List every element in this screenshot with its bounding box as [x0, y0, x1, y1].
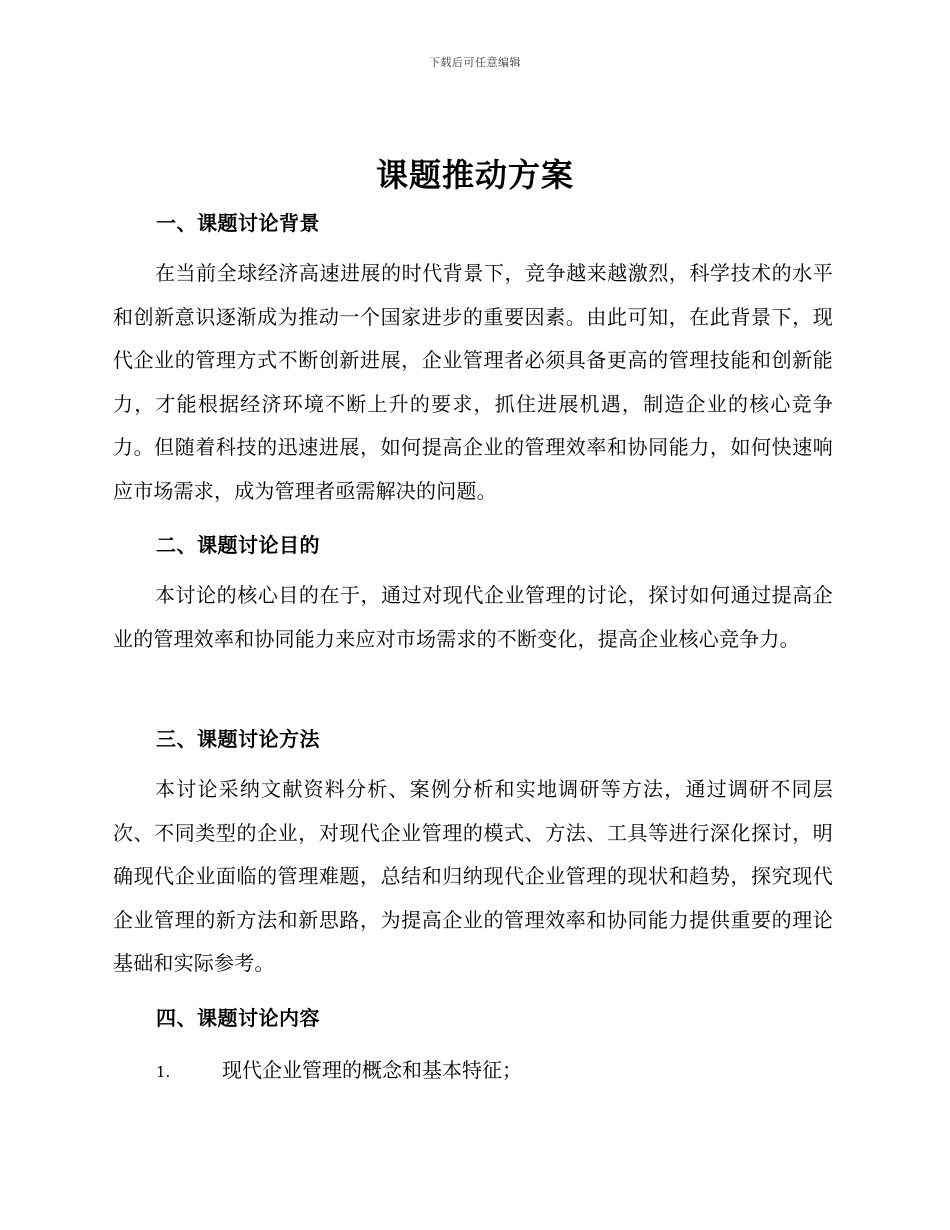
section-heading-purpose: 二、课题讨论目的	[156, 533, 320, 557]
list-item	[156, 1054, 522, 1088]
section-paragraph-background: 在当前全球经济高速进展的时代背景下，竞争越来越激烈，科学技术的水平和创新意识逐渐成为推动一个国家进步的重要因素。由此可知，在此背景下，现代企业的管理方式不断创新进展，企业管理者必须具备更高的管理技能和创新能力，才能根据经济环境不断上升的要求，抓住进展机遇，制造企业的核心竞争力。但随着科技的迅速进展，如何提高企业的管理效率和协同能力，如何快速响应市场需求，成为管理者亟需解决的问题。	[113, 261, 833, 503]
document-title: 课题推动方案	[375, 156, 574, 194]
section-heading-background: 一、课题讨论背景	[156, 211, 320, 235]
section-paragraph-purpose: 本讨论的核心目的在于，通过对现代企业管理的讨论，探讨如何通过提高企业的管理效率和协同能力来应对市场需求的不断变化，提高企业核心竞争力。	[113, 583, 833, 651]
list-item-text: 现代企业管理的概念和基本特征；	[222, 1058, 522, 1082]
section-heading-content: 四、课题讨论内容	[156, 1006, 320, 1030]
section-heading-method: 三、课题讨论方法	[156, 727, 320, 751]
list-item-number: 1.	[156, 1063, 171, 1081]
section-paragraph-method: 本讨论采纳文献资料分析、案例分析和实地调研等方法，通过调研不同层次、不同类型的企业，对现代企业管理的模式、方法、工具等进行深化探讨，明确现代企业面临的管理难题，总结和归纳现代企业管理的现状和趋势，探究现代企业管理的新方法和新思路，为提高企业的管理效率和协同能力提供重要的理论基础和实际参考。	[113, 777, 833, 976]
header-note: 下载后可任意编辑	[429, 56, 521, 69]
